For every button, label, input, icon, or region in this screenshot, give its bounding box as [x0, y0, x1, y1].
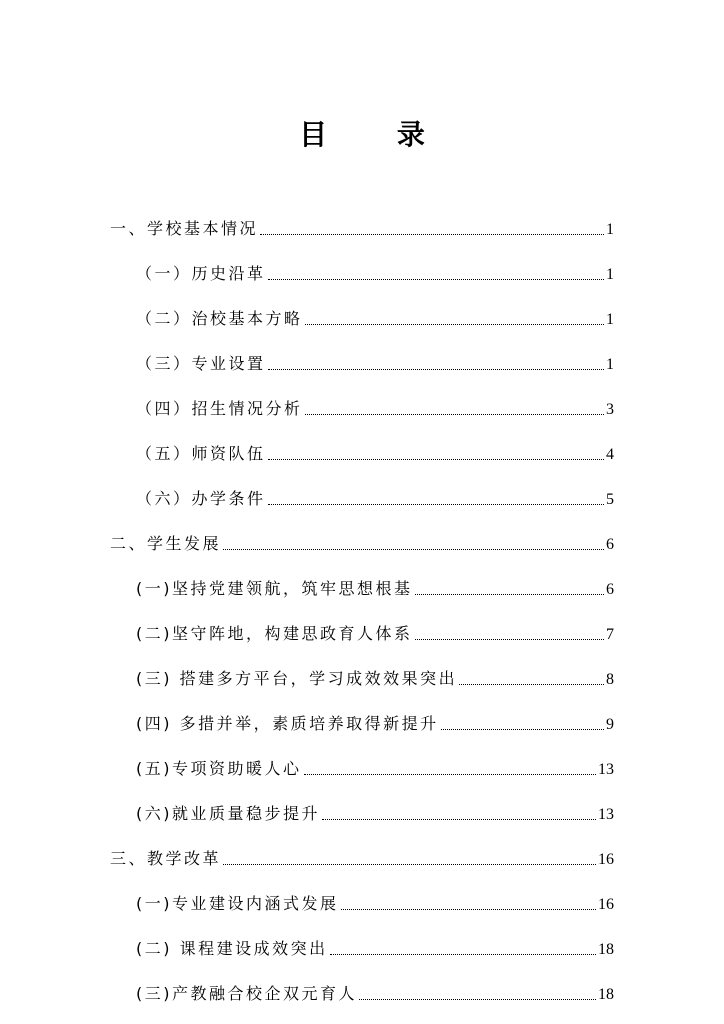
- toc-entry[interactable]: [136, 937, 614, 961]
- toc-entry[interactable]: [136, 307, 614, 331]
- toc-entry-page: 1: [606, 356, 614, 373]
- toc-entry-label: （六）办学条件: [136, 489, 266, 508]
- toc-entry-label: （四）招生情况分析: [136, 399, 303, 418]
- toc-dot-leader: [268, 504, 604, 505]
- toc-entry-page: 6: [606, 536, 614, 553]
- toc-entry-page: 16: [598, 896, 614, 913]
- toc-entry-page: 9: [606, 716, 614, 733]
- toc-dot-leader: [268, 279, 604, 280]
- toc-entry-page: 18: [598, 986, 614, 1003]
- toc-entry-label: (三)产教融合校企双元育人: [136, 984, 357, 1003]
- toc-title: 目 录: [299, 118, 455, 151]
- toc-entry[interactable]: [136, 487, 614, 511]
- toc-entry[interactable]: [136, 712, 614, 736]
- toc-dot-leader: [415, 594, 605, 595]
- toc-entry-label: 一、学校基本情况: [110, 219, 259, 238]
- toc-dot-leader: [268, 369, 604, 370]
- toc-entry-label: (六)就业质量稳步提升: [136, 804, 320, 823]
- toc-entry-page: 13: [598, 761, 614, 778]
- toc-entry-label: (一)坚持党建领航，筑牢思想根基: [136, 579, 413, 598]
- toc-entry-page: 8: [606, 671, 614, 688]
- toc-entry-label: （五）师资队伍: [136, 444, 266, 463]
- toc-entry-label: 三、教学改革: [110, 849, 222, 868]
- toc-entry-page: 7: [606, 626, 614, 643]
- toc-entry-page: 1: [606, 266, 614, 283]
- toc-entry[interactable]: [136, 262, 614, 286]
- toc-entry[interactable]: [136, 802, 614, 826]
- toc-entry[interactable]: [136, 622, 614, 646]
- toc-entry[interactable]: [110, 217, 614, 241]
- toc-entry[interactable]: [136, 892, 614, 916]
- toc-entry-page: 6: [606, 581, 614, 598]
- toc-dot-leader: [415, 639, 605, 640]
- toc-dot-leader: [359, 999, 596, 1000]
- toc-entry-page: 1: [606, 311, 614, 328]
- toc-dot-leader: [304, 774, 597, 775]
- toc-dot-leader: [268, 459, 604, 460]
- toc-entry[interactable]: [110, 847, 614, 871]
- toc-entry[interactable]: [136, 757, 614, 781]
- toc-entry[interactable]: [136, 397, 614, 421]
- toc-entry[interactable]: [136, 577, 614, 601]
- toc-dot-leader: [260, 234, 604, 235]
- toc-entry-label: (五)专项资助暖人心: [136, 759, 302, 778]
- toc-entry-page: 18: [598, 941, 614, 958]
- toc-entry[interactable]: [136, 667, 614, 691]
- toc-entry-page: 4: [606, 446, 614, 463]
- toc-entry-page: 5: [606, 491, 614, 508]
- toc-dot-leader: [341, 909, 597, 910]
- toc-dot-leader: [305, 414, 604, 415]
- toc-dot-leader: [223, 864, 596, 865]
- toc-dot-leader: [459, 684, 604, 685]
- toc-entry-label: (四) 多措并举，素质培养取得新提升: [136, 714, 439, 733]
- toc-dot-leader: [330, 954, 596, 955]
- toc-entry[interactable]: [136, 442, 614, 466]
- toc-entry[interactable]: [110, 532, 614, 556]
- toc-dot-leader: [223, 549, 604, 550]
- toc-entry-label: （一）历史沿革: [136, 264, 266, 283]
- toc-entry-label: (一)专业建设内涵式发展: [136, 894, 339, 913]
- toc-dot-leader: [322, 819, 596, 820]
- toc-entry-label: (二)坚守阵地，构建思政育人体系: [136, 624, 413, 643]
- toc-dot-leader: [305, 324, 604, 325]
- toc-entry-label: （三）专业设置: [136, 354, 266, 373]
- toc-entry-page: 3: [606, 401, 614, 418]
- toc-dot-leader: [441, 729, 604, 730]
- toc-entry-label: (二) 课程建设成效突出: [136, 939, 328, 958]
- toc-entry-label: 二、学生发展: [110, 534, 222, 553]
- toc-entry[interactable]: [136, 352, 614, 376]
- toc-entry[interactable]: [136, 982, 614, 1006]
- toc-entry-label: （二）治校基本方略: [136, 309, 303, 328]
- toc-entry-page: 13: [598, 806, 614, 823]
- toc-entry-label: (三) 搭建多方平台，学习成效效果突出: [136, 669, 458, 688]
- toc-entry-page: 1: [606, 221, 614, 238]
- toc-entry-page: 16: [598, 851, 614, 868]
